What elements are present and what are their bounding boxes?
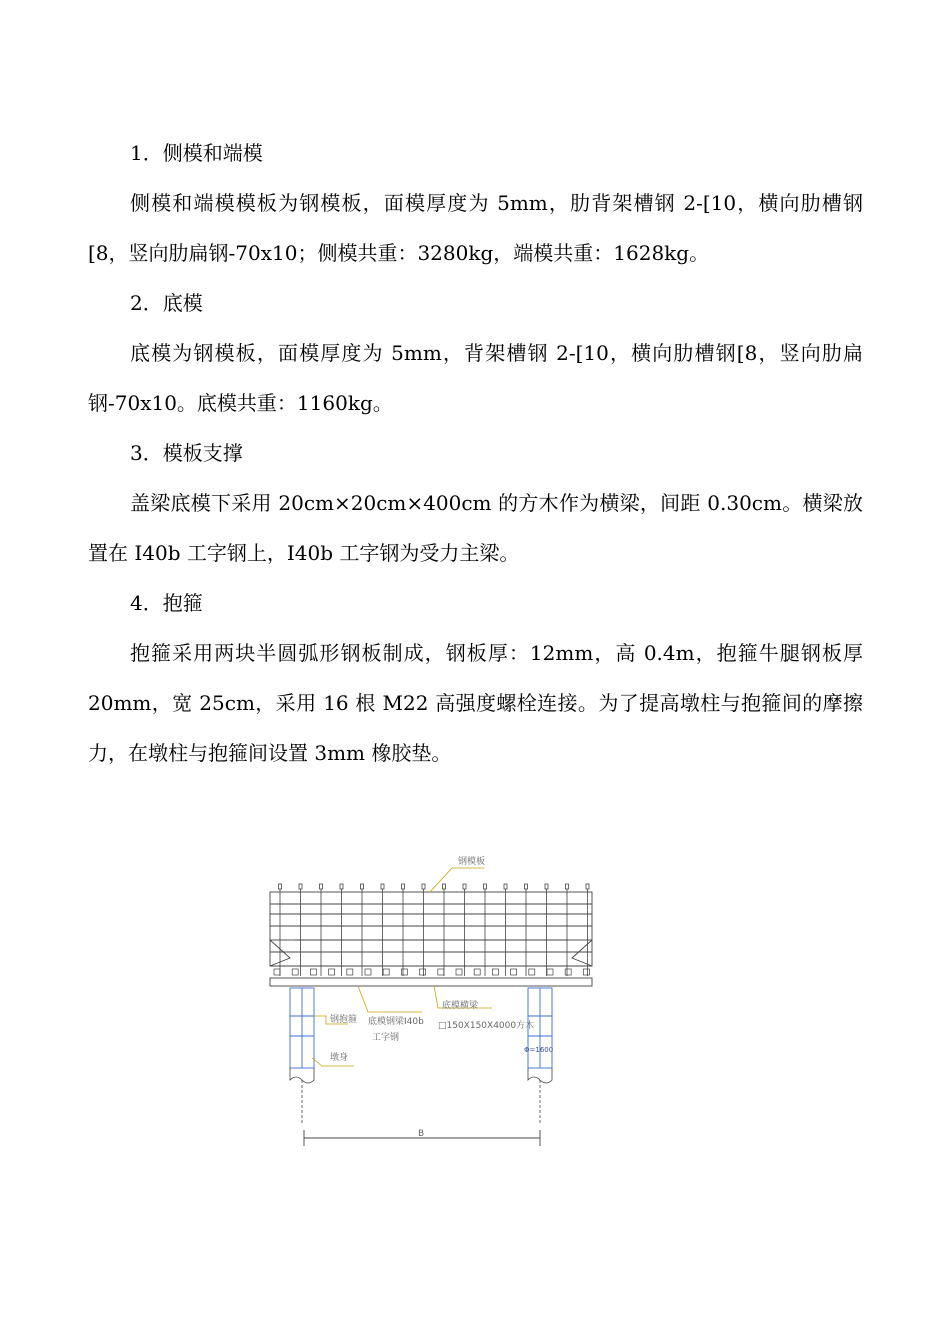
timber-crossbeam	[292, 969, 298, 975]
rib-cap	[402, 884, 405, 889]
timber-crossbeam	[420, 969, 426, 975]
timber-crossbeam	[547, 969, 553, 975]
rib-cap	[484, 884, 487, 889]
rib-cap	[504, 884, 507, 889]
label-diameter: Φ=1600	[524, 1046, 554, 1054]
rib-cap	[545, 884, 548, 889]
timber-crossbeam	[474, 969, 480, 975]
body-text	[88, 128, 863, 778]
paragraph: 侧模和端模模板为钢模板，面模厚度为 5mm，肋背架槽钢 2-[10，横向肋槽钢[8，竖向肋扁钢-70x10；侧模共重：3280kg，端模共重：1628kg。	[88, 191, 863, 265]
main-beam	[270, 978, 592, 986]
rib-cap	[361, 884, 364, 889]
label-timber: □150X150X4000方木	[438, 1021, 535, 1031]
rib-cap	[463, 884, 466, 889]
rib-cap	[525, 884, 528, 889]
rib-cap	[299, 884, 302, 889]
rib-cap	[279, 884, 282, 889]
rib-cap	[381, 884, 384, 889]
paragraph: 底模为钢模板，面模厚度为 5mm，背架槽钢 2-[10，横向肋槽钢[8，竖向肋扁钢-70x10。底模共重：1160kg。	[88, 341, 863, 415]
rib-cap	[340, 884, 343, 889]
label-steel-form: 钢模板	[458, 857, 486, 867]
timber-crossbeam	[529, 969, 535, 975]
label-span: B	[418, 1129, 425, 1139]
timber-crossbeam	[401, 969, 407, 975]
rib-cap	[443, 884, 446, 889]
section-heading: 3．模板支撑	[130, 441, 243, 465]
timber-crossbeam	[365, 969, 371, 975]
timber-crossbeam	[310, 969, 316, 975]
pier-left	[290, 988, 314, 1068]
formwork-diagram	[262, 848, 602, 1148]
timber-crossbeam	[492, 969, 498, 975]
timber-crossbeam	[274, 969, 280, 975]
timber-crossbeam	[329, 969, 335, 975]
label-crossbeam: 底模横梁	[442, 1001, 479, 1011]
rib-cap	[566, 884, 569, 889]
rib-cap	[422, 884, 425, 889]
rib-cap	[586, 884, 589, 889]
label-main-beam-2: 工字钢	[372, 1033, 400, 1043]
paragraph: 盖梁底模下采用 20cm×20cm×400cm 的方木作为横梁，间距 0.30cm。横梁放置在 I40b 工字钢上，I40b 工字钢为受力主梁。	[88, 491, 863, 565]
timber-crossbeam	[347, 969, 353, 975]
section-heading: 4．抱箍	[130, 591, 203, 615]
label-main-beam: 底模钢梁I40b	[368, 1017, 424, 1027]
rib-cap	[320, 884, 323, 889]
steel-form-panel	[270, 892, 592, 940]
timber-crossbeam	[565, 969, 571, 975]
timber-crossbeam	[511, 969, 517, 975]
section-heading: 2．底模	[130, 291, 203, 315]
label-hoop: 钢抱箍	[330, 1015, 358, 1025]
timber-crossbeam	[383, 969, 389, 975]
paragraph: 抱箍采用两块半圆弧形钢板制成，钢板厚：12mm，高 0.4m，抱箍牛腿钢板厚 20mm，宽 25cm，采用 16 根 M22 高强度螺栓连接。为了提高墩柱与抱箍间的摩擦力，在墩柱与抱箍间设置 3mm 橡胶垫。	[88, 641, 863, 765]
timber-crossbeam	[438, 969, 444, 975]
timber-crossbeam	[583, 969, 589, 975]
timber-crossbeam	[456, 969, 462, 975]
label-pier: 墩身	[330, 1053, 349, 1063]
section-heading: 1．侧模和端模	[130, 141, 263, 165]
diagram-svg	[262, 848, 602, 1148]
